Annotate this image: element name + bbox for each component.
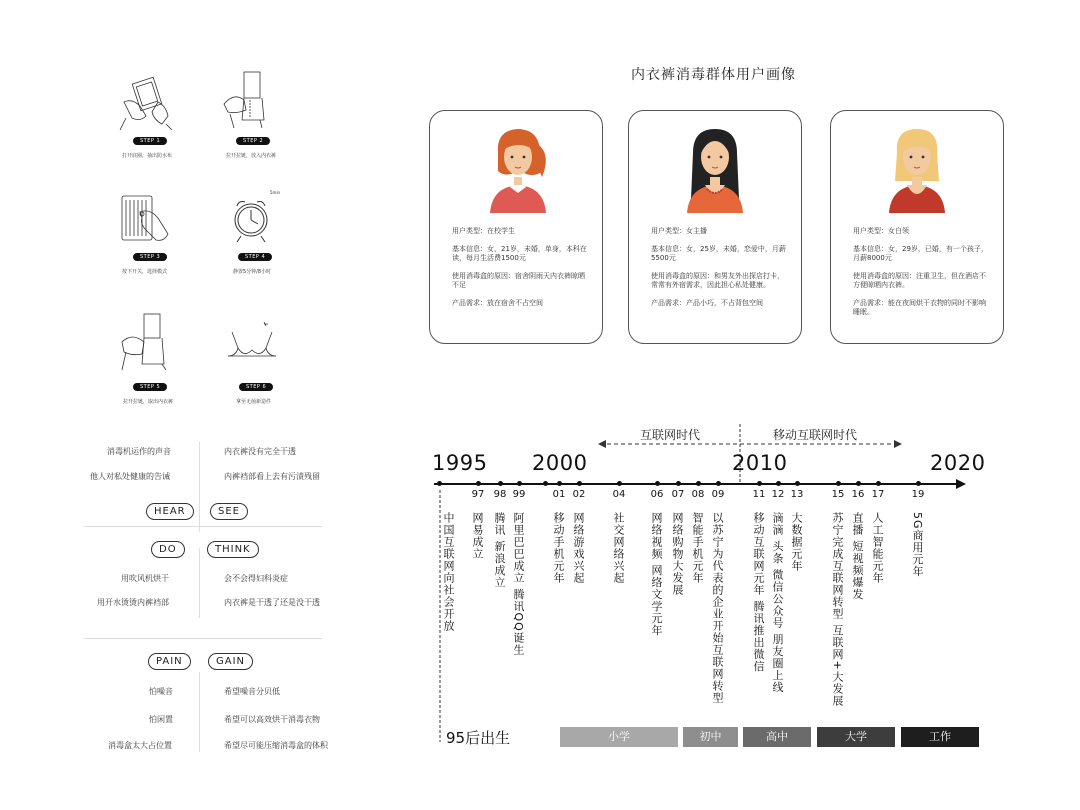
timeline-dot: [696, 481, 701, 486]
take-out-illustration: [118, 312, 174, 372]
alarm-clock-illustration: [225, 188, 281, 248]
major-year: 1995: [432, 451, 488, 475]
event-text: 5G商用元年: [911, 512, 924, 578]
timeline-dot: [577, 481, 582, 486]
event-text: 直播 短视频爆发: [851, 512, 864, 601]
event-text: 移动互联网元年 腾讯推出微信: [752, 512, 765, 673]
gain-label: GAIN: [208, 653, 253, 670]
timeline-dot: [617, 481, 622, 486]
think-item: 会不会得妇科炎症: [224, 574, 288, 583]
hear-label: HEAR: [146, 503, 194, 520]
event-year: 15: [831, 489, 845, 500]
event-year: 07: [671, 489, 685, 500]
gain-item: 希望尽可能压缩消毒盒的体积: [224, 741, 328, 750]
persona-basic-info: 基本信息：女，25岁，未婚，恋爱中，月薪5500元: [651, 244, 786, 262]
event-text: 以苏宁为代表的企业开始互联网转型: [711, 512, 724, 704]
timeline-dot: [795, 481, 800, 486]
step-badge: STEP 2: [236, 137, 270, 145]
event-text: 大数据元年: [790, 512, 803, 572]
event-text: 滴滴 头条 微信公众号 朋友圈上线: [771, 512, 784, 694]
timeline-dot: [716, 481, 721, 486]
persona-basic-info: 基本信息：女，21岁，未婚，单身，本科在读，每月生活费1500元: [452, 244, 587, 262]
event-year: 11: [752, 489, 766, 500]
do-label: DO: [151, 541, 185, 558]
stage-bar: 大学: [817, 727, 895, 747]
timeline-dot: [557, 481, 562, 486]
persona-card-student: [429, 110, 603, 344]
timeline-dot: [836, 481, 841, 486]
think-item: 内衣裤是干透了还是没干透: [224, 598, 320, 607]
divider: [199, 672, 200, 752]
event-year: 08: [691, 489, 705, 500]
event-year: 13: [790, 489, 804, 500]
event-year: 04: [612, 489, 626, 500]
event-text: 人工智能元年: [871, 512, 884, 584]
timeline-dot: [757, 481, 762, 486]
event-year: 16: [851, 489, 865, 500]
step-badge: STEP 5: [133, 383, 167, 391]
timeline-dot: [776, 481, 781, 486]
stage-bar: 初中: [683, 727, 738, 747]
birth-label: 95后出生: [446, 729, 511, 747]
major-year: 2010: [732, 451, 788, 475]
bra-illustration: [224, 318, 280, 378]
timeline-dot: [655, 481, 660, 486]
step-caption: 拉开拉链，取出内衣裤: [123, 399, 174, 405]
event-text: 网络购物大发展: [671, 512, 684, 596]
see-label: SEE: [210, 503, 248, 520]
persona-type: 用户类型：女白领: [853, 227, 909, 235]
gain-item: 希望噪音分贝低: [224, 687, 280, 696]
divider: [199, 548, 200, 618]
step-caption: 静置5分钟/8小时: [233, 269, 272, 275]
step-badge: STEP 4: [238, 253, 272, 261]
timeline-dot: [437, 481, 442, 486]
major-year: 2000: [532, 451, 588, 475]
do-item: 用开水烫烫内裤裆部: [97, 598, 169, 607]
student-avatar-icon: [480, 123, 550, 213]
event-text: 腾讯 新浪成立: [493, 512, 506, 589]
era-label-mobile-internet: 移动互联网时代: [773, 428, 858, 442]
persona-need: 产品需求：产品小巧，不占背包空间: [651, 298, 763, 307]
event-year: 99: [512, 489, 526, 500]
persona-need: 产品需求：能在夜间烘干衣物的同时不影响睡眠。: [853, 298, 986, 316]
pain-item: 怕闲置: [149, 715, 173, 724]
era-label-internet: 互联网时代: [640, 428, 701, 442]
divider: [84, 638, 322, 639]
timeline-dot: [676, 481, 681, 486]
event-year: 19: [911, 489, 925, 500]
event-year: 97: [471, 489, 485, 500]
event-text: 社交网络兴起: [612, 512, 625, 584]
event-text: 阿里巴巴成立 腾讯QQ诞生: [512, 512, 525, 656]
timeline-dot: [543, 481, 548, 486]
clock-note: 5min: [270, 190, 281, 195]
timeline-dot: [856, 481, 861, 486]
persona-basic-info: 基本信息：女，29岁，已婚，有一个孩子，月薪8000元: [853, 244, 988, 262]
event-text: 网络游戏兴起: [572, 512, 585, 584]
pain-item: 消毒盒太大占位置: [108, 741, 172, 750]
press-switch-illustration: [116, 190, 172, 250]
major-year: 2020: [930, 451, 986, 475]
step-caption: 按下开关，选择模式: [122, 269, 168, 275]
divider: [199, 442, 200, 532]
step-caption: 拉开拉链，放入内衣裤: [226, 153, 277, 159]
do-item: 用吹风机烘干: [121, 574, 169, 583]
event-year: 06: [650, 489, 664, 500]
persona-reason: 使用消毒盒的原因：注重卫生，但在酒店不方便晾晒内衣裤。: [853, 271, 986, 289]
event-text: 移动手机元年: [552, 512, 565, 584]
stage-bar: 高中: [743, 727, 811, 747]
persona-type: 用户类型：女主播: [651, 227, 707, 235]
event-year: 01: [552, 489, 566, 500]
event-text: 网络视频 网络文学元年: [650, 512, 663, 637]
event-text: 中国互联网向社会开放: [442, 512, 455, 632]
hear-item: 消毒机运作的声音: [107, 447, 171, 456]
persona-title: 内衣裤消毒群体用户画像: [631, 67, 796, 83]
persona-type: 用户类型：在校学生: [452, 227, 515, 235]
stage-bar: 工作: [901, 727, 979, 747]
step-badge: STEP 6: [239, 383, 273, 391]
event-year: 02: [572, 489, 586, 500]
event-year: 17: [871, 489, 885, 500]
think-label: THINK: [207, 541, 259, 558]
step-caption: 拿至无菌新造件: [236, 399, 272, 405]
zipper-hands-illustration: [220, 70, 276, 130]
streamer-avatar-icon: [679, 123, 749, 213]
see-item: 内衣裤没有完全干透: [224, 447, 296, 456]
persona-need: 产品需求：放在宿舍不占空间: [452, 298, 543, 307]
open-box-illustration: [118, 72, 174, 132]
event-year: 09: [711, 489, 725, 500]
step-badge: STEP 1: [133, 137, 167, 145]
office-worker-avatar-icon: [881, 123, 951, 213]
timeline-dot: [498, 481, 503, 486]
step-caption: 打开底圈，抽出防水布: [122, 153, 173, 159]
pain-item: 怕噪音: [149, 687, 173, 696]
timeline-dot: [916, 481, 921, 486]
see-item: 内裤裆部看上去有污渍残留: [224, 472, 320, 481]
persona-reason: 使用消毒盒的原因：宿舍阴雨天内衣裤晾晒不足: [452, 271, 585, 289]
event-text: 网易成立: [471, 512, 484, 560]
event-year: 12: [771, 489, 785, 500]
timeline-dot: [476, 481, 481, 486]
timeline-dot: [876, 481, 881, 486]
hear-item: 他人对私处健康的告诫: [90, 472, 170, 481]
timeline-dot: [517, 481, 522, 486]
step-badge: STEP 3: [133, 253, 167, 261]
stage-bar: 小学: [560, 727, 678, 747]
event-text: 苏宁完成互联网转型 互联网+大发展: [831, 512, 844, 707]
event-text: 智能手机元年: [691, 512, 704, 584]
persona-reason: 使用消毒盒的原因：和男友外出探店打卡，常常有外宿需求，因此担心私处健康。: [651, 271, 784, 289]
divider: [84, 526, 322, 527]
persona-card-streamer: [628, 110, 802, 344]
pain-label: PAIN: [148, 653, 191, 670]
persona-card-office-worker: [830, 110, 1004, 344]
gain-item: 希望可以高效烘干消毒衣物: [224, 715, 320, 724]
event-year: 98: [493, 489, 507, 500]
